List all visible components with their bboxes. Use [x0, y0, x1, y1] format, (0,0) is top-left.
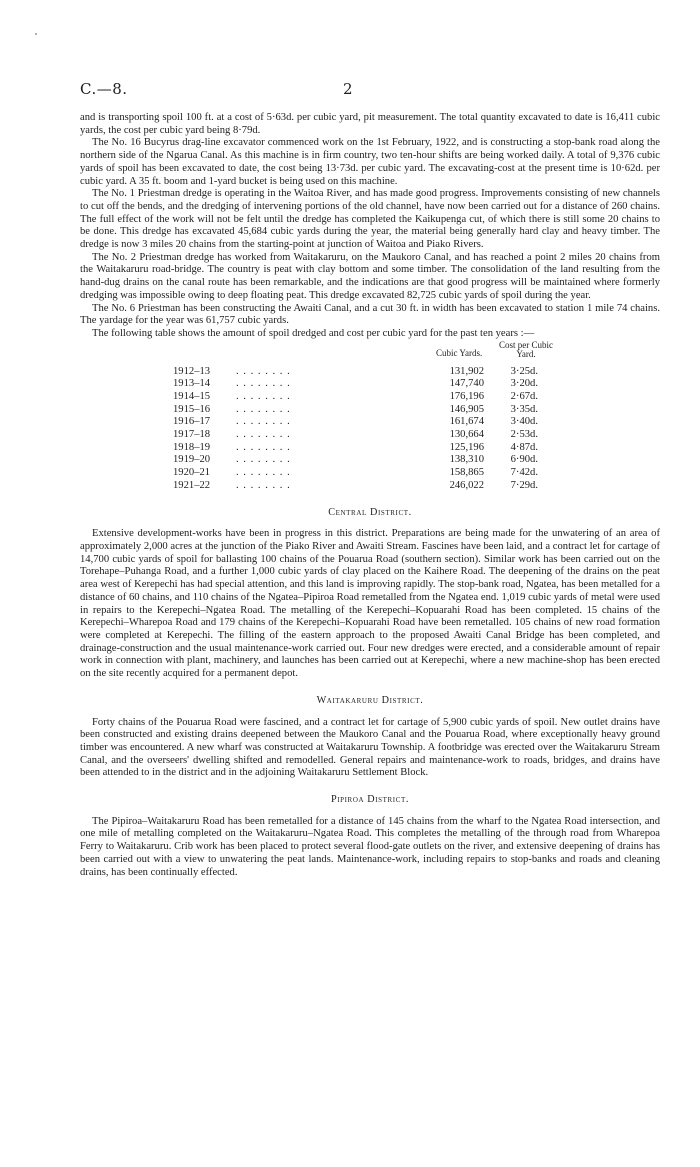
row-cubic-yards: 138,310 [449, 454, 484, 466]
col-header-cubic-yards: Cubic Yards. [436, 347, 483, 358]
row-cost: 4·87d. [510, 441, 538, 453]
row-cubic-yards: 125,196 [449, 441, 484, 453]
row-year: 1921–22 [173, 479, 211, 491]
row-year: 1920–21 [173, 467, 211, 479]
section-body-central: Extensive development-works have been in progress in this district. Preparations are being made for the unwatering of an area of approximately 2,000 acres at the junction of the Piako River and Awaiti Stream. Fascines have been laid, and a contract let for cartage of 14,700 cubic yards of spoil for ballasting 100 chains of the Pouarua Road (southern section). Similar work has been carried out on the Torehape–Puhanga Road, and a further 1,000 cubic yards of clay placed on the Kaihere Road. The deepening of the drains on the peat area west of Kerepechi has had special attention, and this land is improving rapidly. The stop-bank road, Ngatea, has been metalled for a distance of 60 chains, and 110 chains of the Ngatea–Pipiroa Road remetalled from the Ngatea end. 1,019 cubic yards of metal were used in repairs to the Kerepechi–Ngatea Road. The metalling of the Kerepechi–Kopuarahi Road has been completed. 15 chains of the Kerepechi–Wharepoa Road and 179 chains of the Kerepechi–Kopuarahi Road have been remetalled. 105 chains of new road formation were completed at Kerepechi. The filling of the eastern approach to the proposed Awaiti Canal Bridge has been completed, and drainage-construction and the usual maintenance-work carried out. Four new dredges were erected, and a considerable amount of repair work in connection with plant, machinery, and launches has been carried out at Kerepechi, where a new machine-shop has been erected on the site recently acquired for a permanent depot. [80, 528, 660, 680]
row-cost: 3·35d. [510, 403, 538, 415]
scan-speck [35, 33, 37, 35]
table-row [80, 391, 660, 404]
row-cubic-yards: 176,196 [449, 391, 484, 403]
report-reference: C.—8. [80, 80, 128, 98]
row-cubic-yards: 131,902 [449, 365, 484, 377]
row-leader-dots: . . . . . . . . [236, 378, 291, 390]
table-row [80, 454, 660, 467]
table-row [80, 442, 660, 455]
section-body-pipiroa: The Pipiroa–Waitakaruru Road has been remetalled for a distance of 145 chains from the wharf to the Ngatea Road intersection, and one mile of metalling completed on the Waitakaruru–Ngatea Road. This completes the metalling of the through road from Wharepoa Ferry to Waitakaruru. Crib work has been placed to protect several flood-gate outlets on the river, and extensive deepening of drains has been carried out with a view to unwatering the peat lands. Maintenance-work, including repairs to stop-banks and roads and cleaning drains, has been continually effected. [80, 815, 660, 878]
row-cubic-yards: 147,740 [449, 378, 484, 390]
spoil-table-header [80, 341, 660, 367]
row-cost: 3·25d. [510, 365, 538, 377]
page-header [80, 80, 660, 100]
row-year: 1916–17 [173, 416, 211, 428]
row-leader-dots: . . . . . . . . [236, 429, 291, 441]
table-row [80, 429, 660, 442]
row-cubic-yards: 146,905 [449, 403, 484, 415]
row-year: 1914–15 [173, 391, 211, 403]
page-body [80, 112, 660, 879]
row-cost: 3·20d. [510, 378, 538, 390]
row-leader-dots: . . . . . . . . [236, 365, 291, 377]
section-title-pipiroa: Pipiroa District. [330, 794, 410, 806]
table-row [80, 366, 660, 379]
table-row [80, 378, 660, 391]
paragraph-priestman-2: The No. 2 Priestman dredge has worked from Waitakaruru, on the Maukoro Canal, and has reached a point 2 miles 20 chains from the Waitakaruru road-bridge. The country is peat with clay bottom and some timber. The consolidation of the land resulting from the hand-dug drains on the canal route has been remarkable, and the indications are that good progress will be maintained where formerly dredging was impossible owing to deep floating peat. This dredge excavated 82,725 cubic yards of spoil during the year. [80, 251, 660, 301]
row-cost: 2·67d. [510, 391, 538, 403]
row-cost: 7·29d. [510, 479, 538, 491]
row-leader-dots: . . . . . . . . [236, 416, 291, 428]
row-leader-dots: . . . . . . . . [236, 454, 291, 466]
row-cubic-yards: 161,674 [449, 416, 484, 428]
row-leader-dots: . . . . . . . . [236, 441, 291, 453]
row-year: 1912–13 [173, 365, 211, 377]
row-cost: 6·90d. [510, 454, 538, 466]
table-row [80, 480, 660, 493]
paragraph-priestman-6: The No. 6 Priestman has been constructing the Awaiti Canal, and a cut 30 ft. in width has been excavated to station 1 mile 74 chains. The yardage for the year was 61,757 cubic yards. [80, 302, 660, 327]
table-row [80, 467, 660, 480]
row-leader-dots: . . . . . . . . [236, 391, 291, 403]
section-body-waitakaruru: Forty chains of the Pouarua Road were fascined, and a contract let for cartage of 5,900 cubic yards of spoil. New outlet drains have been constructed and existing drains deepened between the Maukoro Canal and the Pouarua Road, where exceptionally heavy ground timber was encountered. A new wharf was constructed at Waitakaruru Township. A footbridge was erected over the Waitakaruru Stream Canal, and the overseers' dwelling shifted and remodelled. General repairs and maintenance-work to roads, bridges, and drains have been attended to in the district and in the adjoining Waitakaruru Settlement Block. [80, 716, 660, 779]
paragraph-priestman-1: The No. 1 Priestman dredge is operating in the Waitoa River, and has made good progress. Improvements consisting of new channels to cut off the bends, and the dredging of intervening portions of the old channel, have now been carried out for a distance of 260 chains. The full effect of the work will not be felt until the dredge has completed the Kaikupenga cut, of which there is still some 20 chains to be done. This dredge has excavated 45,684 cubic yards during the year, the material being generally hard clay and heavy timber. The dredge is now 3 miles 20 chains from the starting-point at junction of Waitoa and Piako Rivers. [80, 188, 660, 251]
section-title-central: Central District. [328, 506, 412, 518]
row-year: 1913–14 [173, 378, 211, 390]
row-cost: 7·42d. [510, 467, 538, 479]
col-header-cost: Cost per Cubic Yard. [499, 339, 553, 360]
row-year: 1919–20 [173, 454, 211, 466]
row-year: 1915–16 [173, 403, 211, 415]
row-year: 1918–19 [173, 441, 211, 453]
row-cubic-yards: 158,865 [449, 467, 484, 479]
table-row [80, 416, 660, 429]
row-cost: 2·53d. [510, 429, 538, 441]
row-cubic-yards: 130,664 [449, 429, 484, 441]
spoil-table-rows [80, 366, 660, 493]
row-year: 1917–18 [173, 429, 211, 441]
row-leader-dots: . . . . . . . . [236, 467, 291, 479]
section-title-waitakaruru: Waitakaruru District. [316, 694, 424, 706]
page-number: 2 [343, 80, 353, 98]
paragraph-table-intro: The following table shows the amount of spoil dredged and cost per cubic yard for the past ten years :— [92, 327, 535, 339]
spoil-table [80, 341, 660, 495]
table-row [80, 404, 660, 417]
row-leader-dots: . . . . . . . . [236, 403, 291, 415]
paragraph-continuation: and is transporting spoil 100 ft. at a cost of 5·63d. per cubic yard, pit measurement. The total quantity excavated to date is 16,411 cubic yards, the cost per cubic yard being 8·79d. [80, 112, 660, 136]
row-cost: 3·40d. [510, 416, 538, 428]
paragraph-bucyrus: The No. 16 Bucyrus drag-line excavator commenced work on the 1st February, 1922, and is constructing a stop-bank road along the northern side of the Ngarua Canal. As this machine is in firm country, two ten-hour shifts are being worked daily. A total of 9,376 cubic yards of spoil has been excavated to date, the cost being 13·73d. per cubic yard. The excavating-cost at the present time is 10·62d. per cubic yard. A 35 ft. boom and 1-yard bucket is being used on this machine. [80, 137, 660, 187]
row-cubic-yards: 246,022 [449, 479, 484, 491]
row-leader-dots: . . . . . . . . [236, 479, 291, 491]
